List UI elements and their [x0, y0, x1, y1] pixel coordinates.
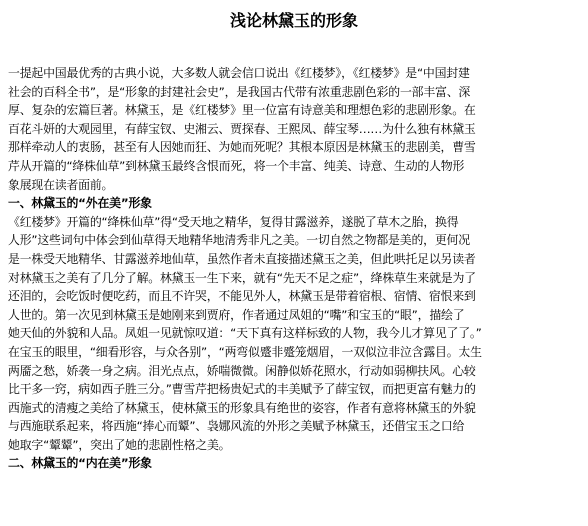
text-line: 在宝玉的眼里，“细看形容，与众各别”，“两弯似蹙非蹙笼烟眉，一双似泣非泣含露目。太生	[8, 344, 482, 359]
text-line: 人形”这些词句中体会到仙草得天地精华地清秀非凡之美。一切自然之物都是美的，更何况	[8, 233, 470, 248]
text-line: 象展现在读者面前。	[8, 177, 114, 192]
text-line: 还泪的，会吃饭时便吃药，而且不许哭，不能见外人，林黛玉是带着宿根、宿情、宿恨来到	[8, 289, 476, 304]
section1-paragraph	[8, 213, 582, 455]
text-line: 她天仙的外貌和人品。凤姐一见就惊叹道：“天下真有这样标致的人物，我今儿才算见了了。”	[8, 326, 482, 341]
page-title: 浅论林黛玉的形象	[229, 11, 358, 30]
text-line: 西施式的清瘦之美给了林黛玉，使林黛玉的形象具有绝世的姿容，作者有意将林黛玉的外貌	[8, 400, 476, 415]
text-line: 对林黛玉之美有了几分了解。林黛玉一生下来，就有“先天不足之症”，绛株草生来就是为了	[8, 270, 476, 285]
text-line: 比干多一窍，病如西子胜三分。”曹雪芹把杨贵妃式的丰美赋予了薛宝钗，而把更富有魅力的	[8, 382, 476, 397]
text-line: 两靥之愁，娇袭一身之病。泪光点点，娇喘微微。闲静似娇花照水，行动如弱柳扶风。心较	[8, 363, 476, 378]
text-line: 厚、复杂的宏篇巨著。林黛玉，是《红楼梦》里一位富有诗意美和理想色彩的悲剧形象。在	[8, 103, 476, 118]
text-line: 芹从开篇的“绛株仙草”到林黛玉最终含恨而死，将一个丰富、纯美、诗意、生动的人物形	[8, 158, 465, 173]
intro-paragraph	[8, 64, 582, 194]
section-heading-inner-beauty: 二、林黛玉的“内在美”形象	[8, 456, 152, 471]
article-body	[8, 64, 582, 473]
text-line: 她取字“颦颦”，突出了她的悲剧性格之美。	[8, 437, 231, 452]
text-line: 一提起中国最优秀的古典小说，大多数人就会信口说出《红楼梦》，《红楼梦》是“中国封建	[8, 66, 470, 80]
text-line: 那样牵动人的衷肠，甚至有人因她而狂、为她而死呢？其根本原因是林黛玉的悲剧美，曹雪	[8, 140, 476, 155]
section-heading-outer-beauty: 一、林黛玉的“外在美”形象	[8, 196, 152, 211]
text-line: 社会的百科全书”，是“形象的封建社会史”，是我国古代带有浓重悲剧色彩的一部丰富、深	[8, 84, 471, 99]
text-line: 百花斗妍的大观园里，有薛宝钗、史湘云、贾探春、王熙凤、薛宝琴……为什么独有林黛玉	[8, 121, 476, 136]
text-line: 人世的。第一次见到林黛玉是她刚来到贾府，作者通过凤姐的“嘴”和宝玉的“眼”，描绘了	[8, 307, 465, 322]
text-line: 是一株受天地精华、甘露滋养地仙草，虽然作者未直接描述黛玉之美，但此哄托足以另读者	[8, 251, 476, 266]
text-line: 与西施联系起来，将西施“捧心而颦”、袅娜风流的外形之美赋予林黛玉，还借宝玉之口给	[8, 419, 465, 434]
text-line: 《红楼梦》开篇的“绛株仙草”得“受天地之精华，复得甘露滋养，遂脱了草木之胎，换得	[8, 214, 459, 229]
